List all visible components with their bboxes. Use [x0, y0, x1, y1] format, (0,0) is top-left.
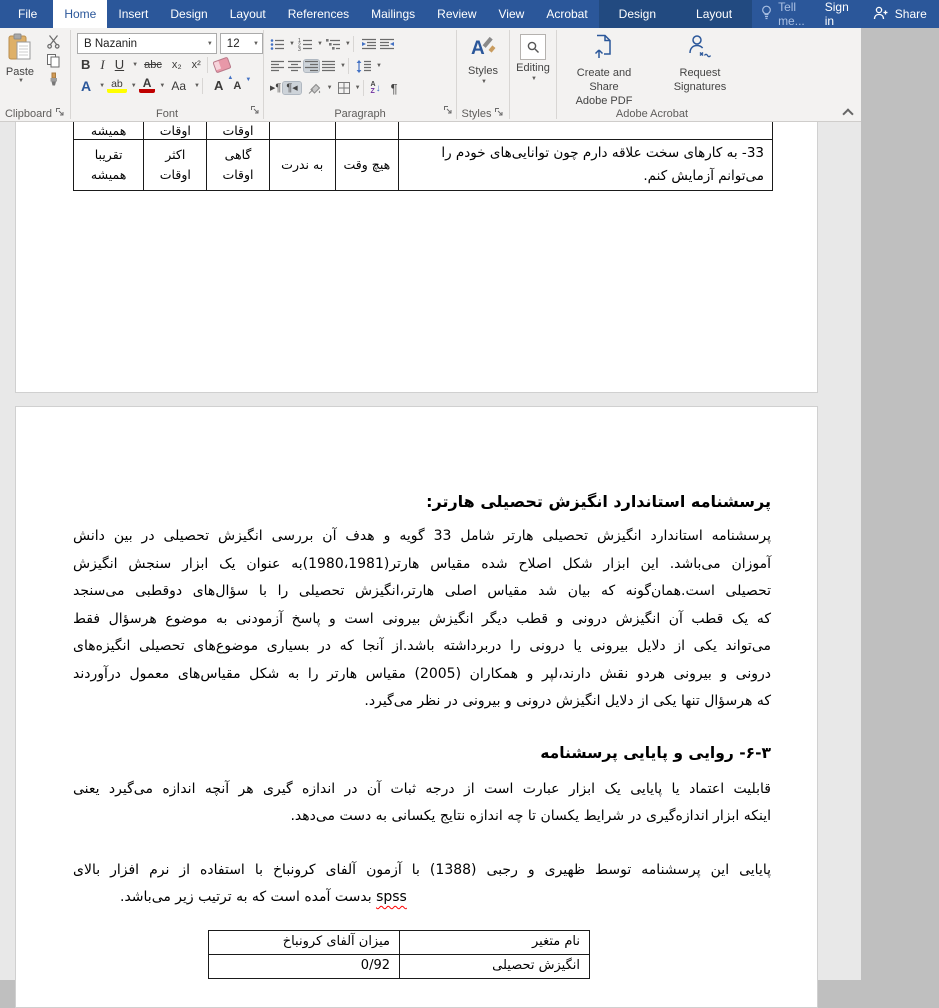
text-line: که یک قطب آن انگیزش درونی و قطب دیگر انگیزش بیرونی است و پاسخ آزمودنی به موضوع هرسؤال فقط — [73, 610, 771, 627]
tell-me-label: Tell me... — [778, 0, 805, 28]
text-after-spss: بدست آمده است که به ترتیب زیر می‌باشد. — [120, 889, 377, 905]
font-dialog-launcher[interactable] — [250, 105, 260, 118]
increase-indent-button[interactable] — [379, 38, 395, 51]
option-often: اکثر اوقات — [144, 140, 207, 191]
header-variable-name: نام متغیر — [400, 930, 590, 954]
grow-font-button[interactable]: A ▲ — [213, 75, 234, 93]
text-line: اینکه ابزار اندازه‌گیری در شرایط یکسان تا چه اندازه نتایج یکسانی به دست می‌دهد. — [290, 808, 771, 824]
text-line: تحصیلی است.همان‌گونه که بیان شد مقیاس اصلی هارتر،انگیزش تحصیلی را با سؤال‌های دوقطبی می‌سنجد — [73, 583, 771, 599]
share-button[interactable] — [861, 0, 939, 28]
subscript-button[interactable]: x₂ — [171, 58, 182, 71]
sort-button[interactable]: A Z ↓ — [370, 81, 381, 95]
tab-view[interactable]: View — [498, 7, 525, 21]
line-spacing-button[interactable] — [356, 60, 372, 73]
question-33-text: 33- به کارهای سخت علاقه دارم چون توانایی‌های خودم را می‌توانم آزمایش کنم. — [398, 140, 772, 191]
align-right-button[interactable] — [304, 60, 319, 72]
tab-table-layout[interactable]: Layout — [696, 7, 733, 21]
paragraph-cronbach — [73, 857, 771, 912]
numbering-button[interactable] — [297, 38, 313, 51]
ribbon-home — [0, 28, 861, 122]
highlight-color-button[interactable]: ab — [107, 79, 127, 93]
text-line: می‌تواند یکی از دلایل بیرونی یا درونی را دربرداشته باشد.از آنجا که در بسیاری موضوع‌های تحصیلی انگیزه‌های — [73, 638, 771, 654]
text-line-spss — [120, 884, 771, 912]
cell-academic-motivation: انگیزش تحصیلی — [400, 954, 590, 978]
clear-formatting-button[interactable] — [214, 59, 230, 71]
superscript-button[interactable]: x² — [191, 58, 201, 71]
text-line: پرسشنامه استاندارد انگیزش تحصیلی هارتر شامل 33 گویه و هدف آن بررسی انگیزش تحصیلی در بین دانش — [73, 528, 771, 544]
option-rarely: به ندرت — [269, 140, 335, 191]
table-row: اوقات اوقات همیشه — [74, 122, 773, 140]
svg-text:3: 3 — [297, 46, 301, 53]
group-paragraph: ▼ 1 2 3 ▼ ▼ ▼ ▼ ▶ ¶ ¶ ◀ ▼ ▼ A Z ↓ ¶ Paragraph — [264, 28, 456, 121]
paste-dropdown-arrow[interactable]: ▼ — [18, 78, 24, 84]
editing-button[interactable]: Editing ▼ — [510, 28, 556, 104]
borders-button[interactable] — [337, 81, 351, 95]
decrease-indent-button[interactable] — [361, 38, 377, 51]
clipboard-group-label-row — [0, 107, 70, 120]
tab-mailings[interactable]: Mailings — [371, 7, 416, 21]
pdf-share-icon — [591, 34, 617, 63]
header-cronbach-alpha: میزان آلفای کرونباخ — [209, 930, 400, 954]
text-line: درونی و بیرونی هردو نقش دارند،لپر و همکاران (2005) مقیاس هارتر را به شکل مقیاس‌های معمول درآوردند — [73, 665, 772, 682]
tab-acrobat[interactable]: Acrobat — [546, 7, 588, 21]
document-canvas[interactable] — [0, 122, 861, 980]
document-page-2[interactable] — [15, 406, 818, 1008]
strikethrough-button[interactable]: abc — [144, 58, 162, 71]
tab-review[interactable]: Review — [437, 7, 477, 21]
text-line: پایایی این پرسشنامه توسط ظهیری و رجبی (1388) با آزمون آلفای کرونباخ با استفاده از نرم افزار بالای — [73, 861, 772, 878]
table-header-row — [209, 930, 590, 954]
bullets-button[interactable] — [270, 38, 285, 51]
styles-group-label: Styles — [461, 107, 492, 120]
tab-file[interactable]: File — [18, 7, 38, 21]
tab-table-design[interactable]: Design — [618, 7, 657, 21]
styles-icon — [469, 34, 497, 63]
paste-clipboard-icon — [8, 33, 32, 64]
table-row-question-33 — [74, 140, 773, 191]
shading-button[interactable] — [307, 81, 323, 95]
paste-label: Paste — [5, 66, 35, 78]
bold-button[interactable]: B — [81, 57, 91, 72]
text-line: آموزان می‌باشد. این ابزار شکل اصلاح شده مقیاس هارتر(1980،1981)به عنوان یک ابزار سنجش انگیزش — [73, 555, 771, 572]
group-editing — [510, 28, 556, 121]
cell-alpha-value: 0/92 — [209, 954, 400, 978]
font-group-label: Font — [155, 108, 178, 120]
share-person-icon — [873, 6, 889, 23]
group-styles — [457, 28, 509, 121]
tab-design[interactable]: Design — [170, 7, 208, 21]
text-line: که هرسؤال تنها یکی از دلایل انگیزش درونی و بیرونی در نظر می‌گیرد. — [364, 693, 771, 709]
font-size-combobox[interactable]: 12 ▼ — [220, 33, 263, 54]
svg-text:A: A — [471, 38, 485, 59]
table-data-row — [209, 954, 590, 978]
paragraph-dialog-launcher[interactable] — [443, 105, 453, 118]
font-color-button[interactable]: A — [139, 78, 156, 93]
align-center-button[interactable] — [287, 60, 302, 72]
option-never: هیچ وقت — [335, 140, 398, 191]
eraser-icon — [212, 56, 231, 73]
ltr-direction-button[interactable]: ▶ ¶ — [270, 82, 282, 94]
styles-button[interactable]: A Styles ▼ — [457, 28, 509, 104]
clipboard-dialog-launcher[interactable] — [55, 107, 65, 120]
paragraph-reliability-definition — [73, 776, 771, 831]
share-label: Share — [894, 7, 927, 21]
create-share-pdf-button[interactable]: Create and Share Adobe PDF — [561, 28, 647, 121]
tab-insert[interactable]: Insert — [118, 7, 149, 21]
contextual-tab-group — [599, 0, 752, 28]
paragraph-group-label: Paragraph — [334, 108, 386, 120]
collapse-ribbon-chevron-icon[interactable] — [843, 107, 851, 115]
paragraph-description — [73, 523, 771, 716]
font-name-value: B Nazanin — [84, 37, 138, 50]
sign-in-button[interactable]: Sign in — [824, 0, 849, 28]
ribbon-tab-strip — [0, 0, 927, 28]
tab-layout[interactable]: Layout — [229, 7, 266, 21]
search-icon — [520, 34, 546, 60]
align-left-button[interactable] — [270, 60, 285, 72]
document-page-1[interactable] — [15, 122, 818, 393]
justify-button[interactable] — [321, 60, 336, 72]
request-signatures-button[interactable]: Request Signatures — [657, 28, 743, 121]
text-effects-button[interactable]: A — [81, 77, 92, 94]
cronbach-alpha-table[interactable] — [208, 930, 590, 979]
copy-icon[interactable] — [46, 53, 61, 68]
cut-icon[interactable] — [46, 34, 61, 49]
spss-misspelled-word: spss — [376, 889, 407, 905]
group-font: B Nazanin ▼ 12 ▼ B I U ▼ abc x₂ x² A ▼ ab ▼ A ▼ Aa ▼ A ▲ A ▼ Font — [71, 28, 263, 121]
font-size-value: 12 — [226, 37, 240, 50]
tell-me-box[interactable] — [752, 0, 813, 28]
svg-text:2: 2 — [297, 42, 301, 48]
lightbulb-icon — [760, 5, 773, 23]
multilevel-list-button[interactable] — [325, 38, 341, 51]
group-adobe-acrobat — [557, 28, 747, 121]
likert-scale-table[interactable] — [73, 122, 773, 191]
option-sometimes: گاهی اوقات — [207, 140, 269, 191]
italic-button[interactable]: I — [100, 56, 105, 72]
rtl-direction-button[interactable]: ¶ ◀ — [283, 82, 300, 94]
tab-references[interactable]: References — [287, 7, 350, 21]
section-heading-validity: ۶-۳- روایی و پایایی پرسشنامه — [540, 743, 771, 762]
styles-dialog-launcher[interactable] — [494, 107, 504, 120]
shrink-font-button[interactable]: A ▼ — [233, 76, 252, 92]
underline-dropdown-arrow[interactable]: ▼ — [132, 61, 139, 68]
show-paragraph-marks-button[interactable]: ¶ — [390, 80, 398, 96]
format-painter-icon[interactable] — [46, 72, 61, 87]
underline-button[interactable]: U — [114, 57, 125, 72]
signature-person-icon — [687, 34, 713, 63]
option-almost-always: تقریبا همیشه — [74, 140, 144, 191]
questionnaire-title: پرسشنامه استاندارد انگیزش تحصیلی هارتر: — [426, 492, 771, 511]
svg-text:1: 1 — [297, 37, 301, 44]
tab-home[interactable]: Home — [53, 0, 107, 28]
clipboard-group-label: Clipboard — [4, 107, 53, 120]
change-case-button[interactable]: Aa — [171, 78, 187, 93]
acrobat-group-label: Adobe Acrobat — [615, 108, 689, 120]
text-line: قابلیت اعتماد یا پایایی یک ابزار عبارت است از درجه ثبات آن در اندازه گیری هر آنچه اندازه می‌گیرد یعنی — [73, 780, 771, 797]
font-name-combobox[interactable]: B Nazanin ▼ — [77, 33, 217, 54]
